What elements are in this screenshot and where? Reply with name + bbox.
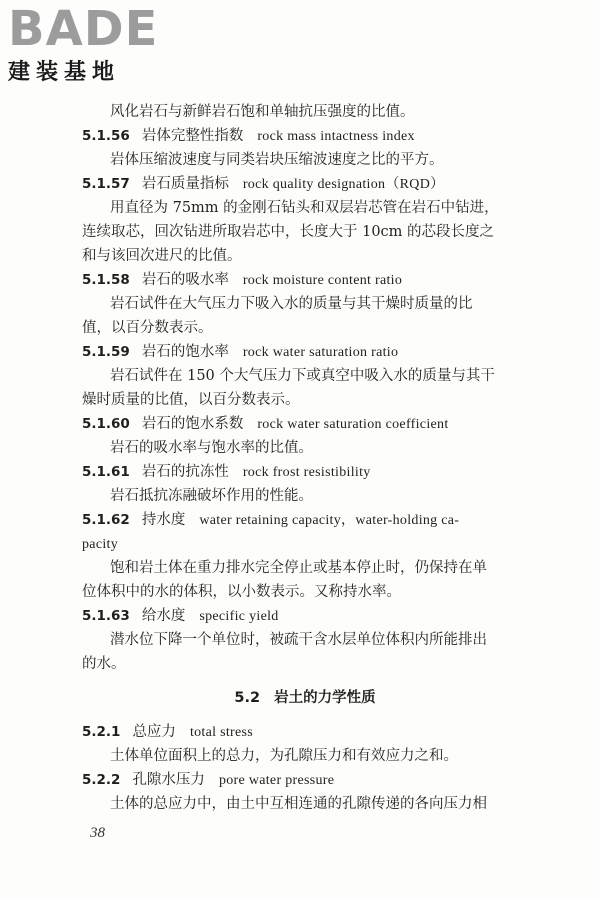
definition-line: 土体单位面积上的总力，为孔隙压力和有效应力之和。 xyxy=(110,748,458,764)
term-5-1-63 xyxy=(82,604,528,628)
definition-line: 值，以百分数表示。 xyxy=(82,320,213,336)
term-number: 5.1.62 xyxy=(82,512,130,528)
term-english: pacity xyxy=(82,537,119,552)
definition-line: 用直径为 75mm 的金刚石钻头和双层岩芯管在岩石中钻进， xyxy=(110,200,499,216)
term-chinese: 岩石的饱水率 xyxy=(141,344,229,360)
term-english-continuation xyxy=(82,532,528,556)
term-chinese: 给水度 xyxy=(141,608,186,624)
term-5-1-58 xyxy=(82,268,528,292)
definition-line: 潜水位下降一个单位时，被疏干含水层单位体积内所能排出 xyxy=(110,632,487,648)
term-number: 5.1.57 xyxy=(82,176,130,192)
definition-line: 岩石试件在 150 个大气压力下或真空中吸入水的质量与其干 xyxy=(110,368,495,384)
term-number: 5.1.58 xyxy=(82,272,130,288)
definition-line: 和与该回次进尺的比值。 xyxy=(82,248,242,264)
term-chinese: 孔隙水压力 xyxy=(132,772,205,788)
term-english: rock moisture content ratio xyxy=(242,273,403,288)
section-title-text: 岩土的力学性质 xyxy=(274,690,376,706)
definition-line: 土体的总应力中，由土中互相连通的孔隙传递的各向压力相 xyxy=(110,796,487,812)
term-number: 5.2.1 xyxy=(82,724,121,740)
term-5-2-1 xyxy=(82,720,528,744)
document-body xyxy=(82,100,528,816)
term-5-1-60 xyxy=(82,412,528,436)
term-chinese: 岩石的吸水率 xyxy=(141,272,229,288)
term-chinese: 岩石的抗冻性 xyxy=(141,464,229,480)
term-5-1-57 xyxy=(82,172,528,196)
term-english: rock quality designation（RQD） xyxy=(242,177,445,192)
term-english: rock mass intactness index xyxy=(257,129,415,144)
term-chinese: 持水度 xyxy=(141,512,186,528)
paragraph-line: 风化岩石与新鲜岩石饱和单轴抗压强度的比值。 xyxy=(110,104,415,120)
definition-line: 岩石试件在大气压力下吸入水的质量与其干燥时质量的比 xyxy=(110,296,473,312)
term-number: 5.1.59 xyxy=(82,344,130,360)
term-english: water retaining capacity，water-holding ca- xyxy=(199,513,460,528)
definition-line: 燥时质量的比值，以百分数表示。 xyxy=(82,392,300,408)
page-number: 38 xyxy=(90,825,105,841)
term-number: 5.1.56 xyxy=(82,128,130,144)
term-number: 5.1.63 xyxy=(82,608,130,624)
logo-subtitle: 建装基地 xyxy=(8,60,121,85)
definition-line: 岩石抵抗冻融破坏作用的性能。 xyxy=(110,488,313,504)
term-english: pore water pressure xyxy=(218,773,335,788)
term-5-1-59 xyxy=(82,340,528,364)
term-5-1-62 xyxy=(82,508,528,532)
term-chinese: 岩体完整性指数 xyxy=(141,128,244,144)
definition-line: 位体积中的水的体积，以小数表示。又称持水率。 xyxy=(82,584,401,600)
term-english: specific yield xyxy=(199,609,279,624)
bade-logo xyxy=(8,1,178,94)
definition-line: 连续取芯，回次钻进所取岩芯中，长度大于 10cm 的芯段长度之 xyxy=(82,224,495,240)
term-english: rock water saturation ratio xyxy=(242,345,399,360)
term-5-1-61 xyxy=(82,460,528,484)
definition-line: 岩石的吸水率与饱水率的比值。 xyxy=(110,440,313,456)
definition-line: 的水。 xyxy=(82,656,126,672)
term-chinese: 岩石质量指标 xyxy=(141,176,229,192)
term-chinese: 岩石的饱水系数 xyxy=(141,416,244,432)
term-number: 5.1.61 xyxy=(82,464,130,480)
logo-wordmark: BADE xyxy=(8,1,159,57)
term-chinese: 总应力 xyxy=(132,724,176,740)
term-5-1-56 xyxy=(82,124,528,148)
definition-line: 饱和岩土体在重力排水完全停止或基本停止时，仍保持在单 xyxy=(110,560,487,576)
term-english: total stress xyxy=(189,725,254,740)
term-5-2-2 xyxy=(82,768,528,792)
section-number: 5.2 xyxy=(234,690,261,706)
term-number: 5.2.2 xyxy=(82,772,121,788)
term-number: 5.1.60 xyxy=(82,416,130,432)
term-english: rock water saturation coefficient xyxy=(257,417,449,432)
term-english: rock frost resistibility xyxy=(242,465,371,480)
section-heading xyxy=(82,686,528,710)
definition-line: 岩体压缩波速度与同类岩块压缩波速度之比的平方。 xyxy=(110,152,444,168)
